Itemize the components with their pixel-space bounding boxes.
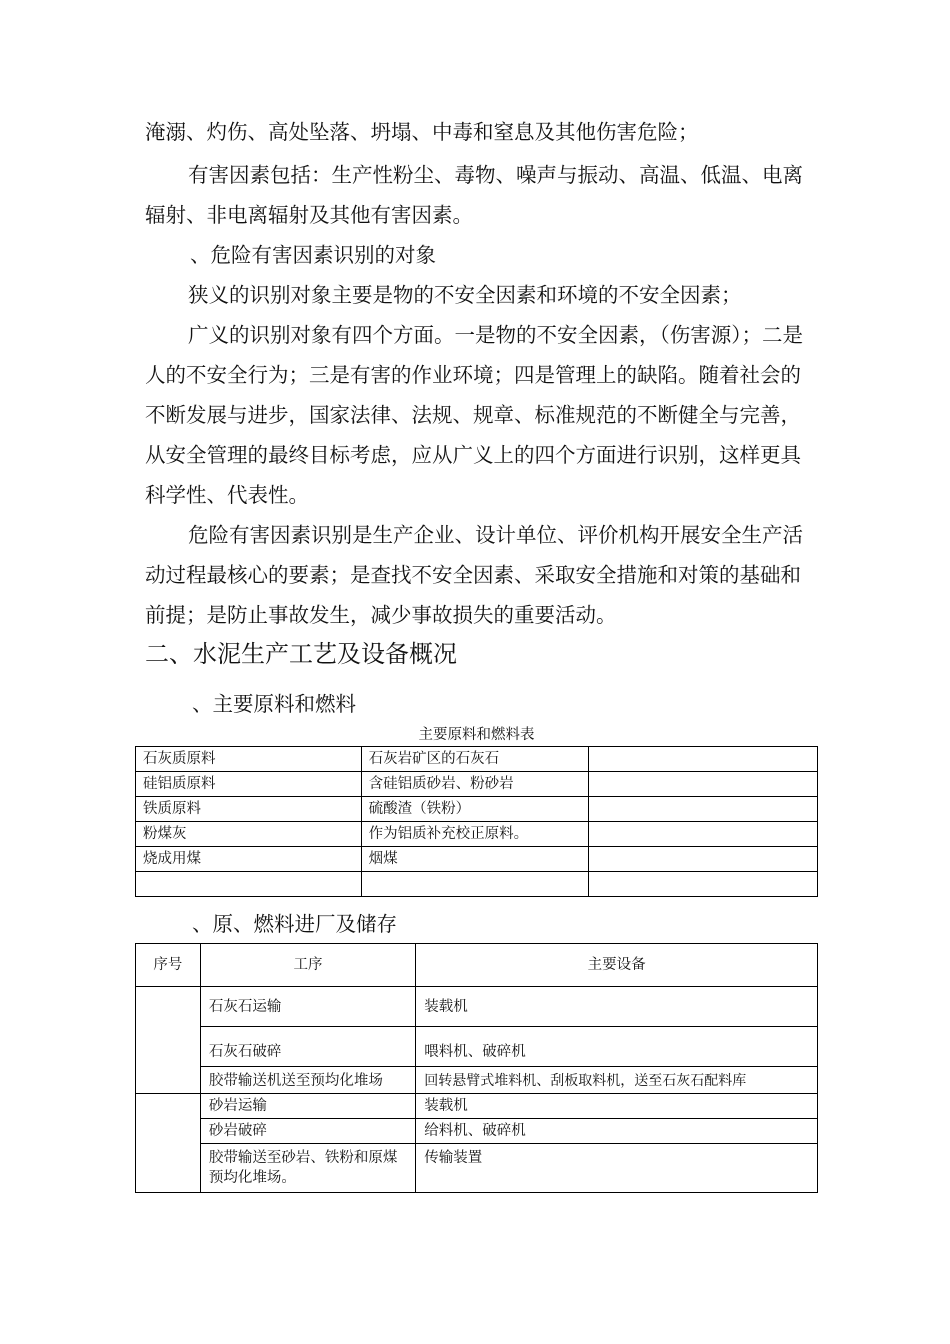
table-row bbox=[136, 747, 818, 772]
table-row bbox=[136, 1144, 818, 1193]
paragraph-identification-importance: 危险有害因素识别是生产企业、设计单位、评价机构开展安全生产活动过程最核心的要素；是查找不安全因素、采取安全措施和对策的基础和前提；是防止事故发生，减少事故损失的重要活动。 bbox=[145, 523, 803, 627]
table-cell: 砂岩运输 bbox=[200, 1094, 415, 1119]
table-cell: 回转悬臂式堆料机、刮板取料机，送至石灰石配料库 bbox=[416, 1067, 818, 1094]
table-cell: 石灰石运输 bbox=[200, 987, 415, 1027]
subheading-material-storage: 、原、燃料进厂及储存 bbox=[192, 912, 397, 936]
table-cell bbox=[589, 872, 818, 897]
column-header-equipment: 主要设备 bbox=[416, 944, 818, 987]
table-row bbox=[136, 1094, 818, 1119]
table-row bbox=[136, 987, 818, 1027]
table-cell: 烟煤 bbox=[361, 847, 589, 872]
section-heading-cement-process: 二、水泥生产工艺及设备概况 bbox=[145, 640, 457, 668]
table-row bbox=[136, 1119, 818, 1144]
subheading-identification-objects: 、危险有害因素识别的对象 bbox=[190, 243, 436, 267]
paragraph-narrow-scope: 狭义的识别对象主要是物的不安全因素和环境的不安全因素； bbox=[188, 283, 742, 307]
table-cell: 喂料机、破碎机 bbox=[416, 1027, 818, 1067]
table-cell: 胶带输送机送至预均化堆场 bbox=[200, 1067, 415, 1094]
material-storage-table bbox=[135, 943, 818, 1193]
table-cell: 铁质原料 bbox=[136, 797, 362, 822]
table-row bbox=[136, 772, 818, 797]
table-cell bbox=[361, 872, 589, 897]
table-cell bbox=[589, 747, 818, 772]
table-cell: 作为铝质补充校正原料。 bbox=[361, 822, 589, 847]
table-row bbox=[136, 1067, 818, 1094]
table-cell bbox=[589, 772, 818, 797]
table-cell: 烧成用煤 bbox=[136, 847, 362, 872]
raw-materials-table bbox=[135, 746, 818, 897]
table-cell-index bbox=[136, 1094, 201, 1193]
table-row bbox=[136, 847, 818, 872]
table-cell: 石灰石破碎 bbox=[200, 1027, 415, 1067]
table-row bbox=[136, 1027, 818, 1067]
table-cell: 装载机 bbox=[416, 1094, 818, 1119]
table-cell bbox=[589, 822, 818, 847]
paragraph-harmful-factors: 有害因素包括：生产性粉尘、毒物、噪声与振动、高温、低温、电离辐射、非电离辐射及其他有害因素。 bbox=[145, 163, 803, 227]
table-cell: 砂岩破碎 bbox=[200, 1119, 415, 1144]
table-cell: 给料机、破碎机 bbox=[416, 1119, 818, 1144]
table-cell: 含硅铝质砂岩、粉砂岩 bbox=[361, 772, 589, 797]
table-cell-index bbox=[136, 987, 201, 1094]
subheading-raw-materials: 、主要原料和燃料 bbox=[192, 692, 356, 716]
table-cell bbox=[589, 797, 818, 822]
table-cell: 胶带输送至砂岩、铁粉和原煤预均化堆场。 bbox=[200, 1144, 415, 1193]
table-row bbox=[136, 872, 818, 897]
paragraph-hazard-list: 淹溺、灼伤、高处坠落、坍塌、中毒和窒息及其他伤害危险； bbox=[145, 120, 699, 144]
table-cell bbox=[136, 872, 362, 897]
table-cell: 粉煤灰 bbox=[136, 822, 362, 847]
table-cell: 硫酸渣（铁粉） bbox=[361, 797, 589, 822]
paragraph-broad-scope: 广义的识别对象有四个方面。一是物的不安全因素，（伤害源）；二是人的不安全行为；三是有害的作业环境；四是管理上的缺陷。随着社会的不断发展与进步，国家法律、法规、规章、标准规范的不断健全与完善，从安全管理的最终目标考虑，应从广义上的四个方面进行识别，这样更具科学性、代表性。 bbox=[145, 323, 803, 507]
table-cell: 装载机 bbox=[416, 987, 818, 1027]
table-row bbox=[136, 797, 818, 822]
column-header-process: 工序 bbox=[200, 944, 415, 987]
table-cell: 石灰岩矿区的石灰石 bbox=[361, 747, 589, 772]
column-header-index: 序号 bbox=[136, 944, 201, 987]
table-cell: 传输装置 bbox=[416, 1144, 818, 1193]
table-row bbox=[136, 822, 818, 847]
table-cell bbox=[589, 847, 818, 872]
table-header-row bbox=[136, 944, 818, 987]
table-cell: 硅铝质原料 bbox=[136, 772, 362, 797]
table-cell: 石灰质原料 bbox=[136, 747, 362, 772]
table-caption-raw-materials: 主要原料和燃料表 bbox=[418, 727, 535, 743]
